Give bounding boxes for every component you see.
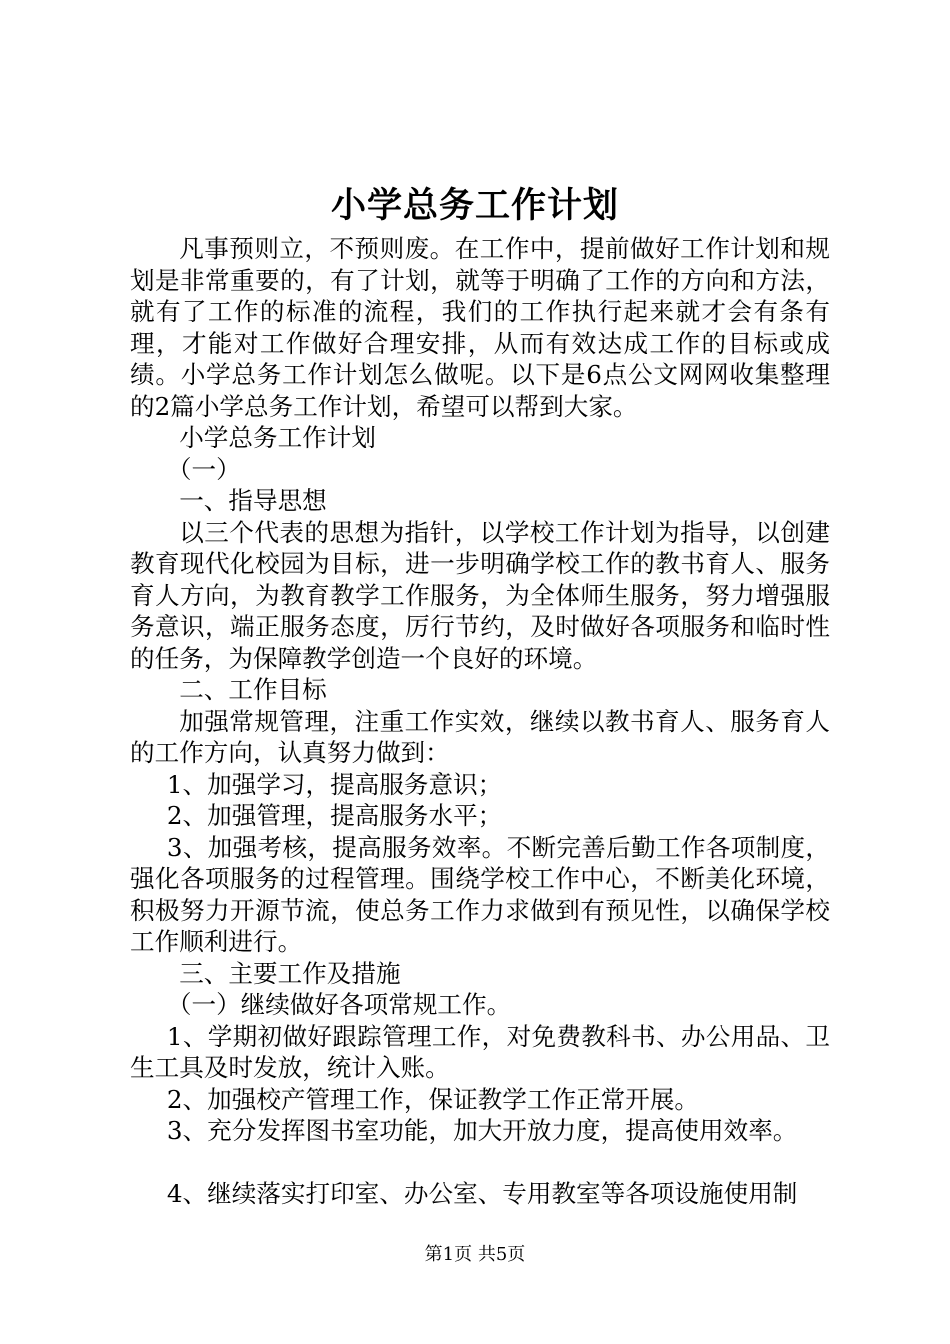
guiding-thought-paragraph: 以三个代表的思想为指针，以学校工作计划为指导，以创建教育现代化校园为目标，进一步明确学校工作的教书育人、服务育人方向，为教育教学工作服务，为全体师生服务，努力增强服务意识，端正服务态度，厉行节约，及时做好各项服务和临时性的任务，为保障教学创造一个良好的环境。 <box>130 517 830 673</box>
routine-item-4: 4、继续落实打印室、办公室、专用教室等各项设施使用制 <box>166 1179 798 1208</box>
document-body <box>130 233 830 1210</box>
goal-item-1: 1、加强学习，提高服务意识； <box>166 769 503 799</box>
routine-item-3: 3、充分发挥图书室功能，加大开放力度，提高使用效率。 <box>166 1116 798 1145</box>
intro-paragraph: 凡事预则立，不预则废。在工作中，提前做好工作计划和规划是非常重要的，有了计划，就等于明确了工作的方向和方法，就有了工作的标准的流程，我们的工作执行起来就才会有条有理，才能对工作做好合理安排，从而有效达成工作的目标或成绩。小学总务工作计划怎么做呢。以下是6点公文网网收集整理的2篇小学总务工作计划，希望可以帮到大家。 <box>130 234 830 421</box>
routine-item-1: 1、学期初做好跟踪管理工作，对免费教科书、办公用品、卫生工具及时发放，统计入账。 <box>130 1021 830 1082</box>
subsection-heading-routine-work: （一）继续做好各项常规工作。 <box>166 990 512 1019</box>
part-number: （一） <box>166 454 241 484</box>
document-title: 小学总务工作计划 <box>330 185 619 226</box>
work-goals-paragraph: 加强常规管理，注重工作实效，继续以教书育人、服务育人的工作方向，认真努力做到： <box>130 706 830 767</box>
goal-item-2: 2、加强管理，提高服务水平； <box>166 801 503 830</box>
section-heading-guiding-thought: 一、指导思想 <box>179 486 327 515</box>
section-heading-main-work: 三、主要工作及措施 <box>179 958 401 988</box>
routine-item-2: 2、加强校产管理工作，保证教学工作正常开展。 <box>166 1084 700 1114</box>
section-heading-work-goals: 二、工作目标 <box>179 675 327 704</box>
subtitle-line: 小学总务工作计划 <box>179 423 376 452</box>
page-footer: 第1页 共5页 <box>424 1244 526 1265</box>
goal-item-3: 3、加强考核，提高服务效率。不断完善后勤工作各项制度，强化各项服务的过程管理。围绕学校工作中心，不断美化环境，积极努力开源节流，使总务工作力求做到有预见性，以确保学校工作顺利进行。 <box>130 832 830 956</box>
